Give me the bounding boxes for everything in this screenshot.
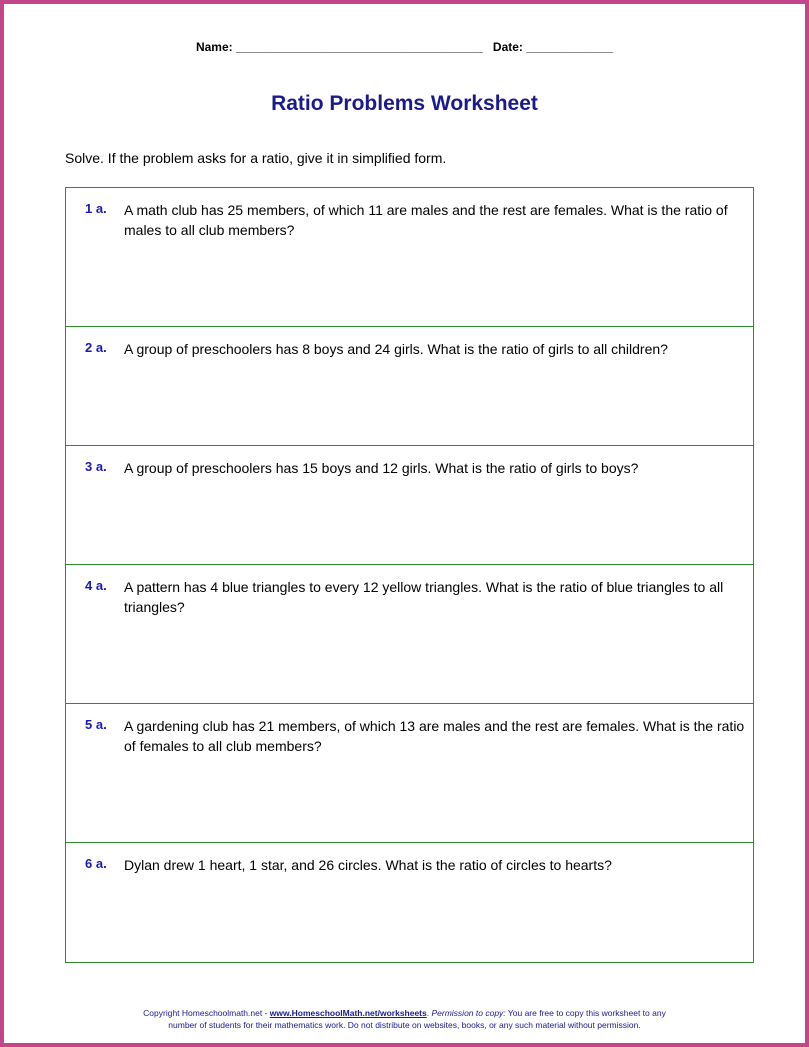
problem-2 [66, 327, 753, 446]
problem-6 [66, 843, 753, 962]
problem-number: 2 a. [85, 340, 107, 355]
date-label: Date: [492, 40, 523, 54]
footer-copyright: Copyright Homeschoolmath.net - [143, 1008, 270, 1018]
problem-number: 6 a. [85, 856, 107, 871]
problem-text: A group of preschoolers has 8 boys and 24 girls. What is the ratio of girls to all children? [124, 341, 668, 357]
name-blank: _____________________________________ [235, 40, 483, 54]
problem-3 [66, 446, 753, 565]
instructions: Solve. If the problem asks for a ratio, give it in simplified form. [65, 150, 447, 166]
problem-text: Dylan drew 1 heart, 1 star, and 26 circles. What is the ratio of circles to hearts? [124, 857, 612, 873]
problem-5 [66, 704, 753, 843]
problem-text: A gardening club has 21 members, of which 13 are males and the rest are females. What is the ratio of females to all club members? [124, 718, 745, 754]
problem-number: 3 a. [85, 459, 107, 474]
footer-after-link: . [426, 1008, 432, 1018]
problems-box [65, 187, 754, 963]
footer-permission-text: You are free to copy this worksheet to any [505, 1008, 666, 1018]
problem-text: A math club has 25 members, of which 11 are males and the rest are females. What is the ratio of males to all club members? [124, 202, 728, 238]
worksheet-title: Ratio Problems Worksheet [271, 92, 538, 115]
footer-link[interactable]: www.HomeschoolMath.net/worksheets [269, 1008, 427, 1018]
footer-permission-label: Permission to copy: [431, 1008, 506, 1018]
problem-4 [66, 565, 753, 704]
problem-number: 4 a. [85, 578, 107, 593]
date-blank: _____________ [526, 40, 614, 54]
problem-text: A group of preschoolers has 15 boys and 12 girls. What is the ratio of girls to boys? [124, 460, 639, 476]
problem-number: 1 a. [85, 201, 107, 216]
name-label: Name: [195, 40, 233, 54]
problem-number: 5 a. [85, 717, 107, 732]
name-date-header [4, 40, 805, 54]
problem-1 [66, 188, 753, 327]
problem-text: A pattern has 4 blue triangles to every 12 yellow triangles. What is the ratio of blue triangles to all triangles? [124, 579, 724, 615]
copyright-footer [4, 1007, 805, 1031]
footer-line-1 [4, 1007, 805, 1019]
footer-line-2: number of students for their mathematics work. Do not distribute on websites, books, or any such material without permission. [168, 1020, 641, 1030]
